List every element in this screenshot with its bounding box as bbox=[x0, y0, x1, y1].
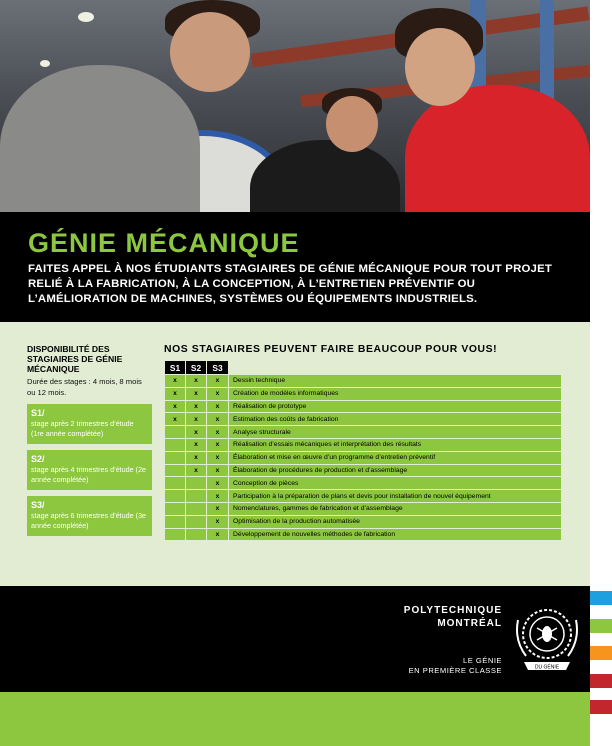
photo-light bbox=[78, 12, 94, 22]
tagline bbox=[409, 656, 502, 676]
task-label: Création de modèles informatiques bbox=[229, 387, 562, 400]
brand-line1: POLYTECHNIQUE bbox=[403, 605, 502, 616]
column-header-s1: S1 bbox=[165, 361, 186, 375]
footer bbox=[0, 586, 590, 692]
photo-light bbox=[40, 60, 50, 67]
cell-s3: x bbox=[207, 528, 229, 541]
task-label: Analyse structurale bbox=[229, 426, 562, 439]
cell-s3: x bbox=[207, 502, 229, 515]
table-row bbox=[165, 451, 562, 464]
cell-s2 bbox=[186, 515, 207, 528]
cell-s2 bbox=[186, 490, 207, 503]
cell-s3: x bbox=[207, 375, 229, 388]
stage-box-s3 bbox=[27, 496, 152, 536]
cell-s3: x bbox=[207, 438, 229, 451]
hero-photo bbox=[0, 0, 590, 212]
bottom-bar bbox=[0, 692, 590, 746]
cell-s1 bbox=[165, 477, 186, 490]
cell-s2 bbox=[186, 477, 207, 490]
table-row bbox=[165, 490, 562, 503]
cell-s1: x bbox=[165, 400, 186, 413]
task-label: Nomenclatures, gammes de fabrication et d’assemblage bbox=[229, 502, 562, 515]
cell-s3: x bbox=[207, 426, 229, 439]
photo-person-left bbox=[0, 65, 200, 212]
table-row bbox=[165, 528, 562, 541]
cell-s3: x bbox=[207, 464, 229, 477]
table-row bbox=[165, 502, 562, 515]
brand-line2: MONTRÉAL bbox=[437, 618, 502, 629]
task-label: Conception de pièces bbox=[229, 477, 562, 490]
cell-s1 bbox=[165, 515, 186, 528]
cell-s1: x bbox=[165, 413, 186, 426]
photo-face bbox=[326, 96, 378, 152]
task-label: Participation à la préparation de plans et devis pour installation de nouvel équipement bbox=[229, 490, 562, 503]
table-row bbox=[165, 387, 562, 400]
cell-s1 bbox=[165, 426, 186, 439]
stage-desc: stage après 2 trimestres d’étude (1re année complétée) bbox=[31, 419, 134, 438]
table-row bbox=[165, 464, 562, 477]
page-title: GÉNIE MÉCANIQUE bbox=[28, 228, 300, 258]
cell-s1: x bbox=[165, 387, 186, 400]
color-tab-red bbox=[590, 674, 612, 688]
task-label: Réalisation de prototype bbox=[229, 400, 562, 413]
table-row bbox=[165, 413, 562, 426]
photo-person-center bbox=[250, 140, 400, 212]
table-row bbox=[165, 426, 562, 439]
cell-s1 bbox=[165, 502, 186, 515]
table-row bbox=[165, 438, 562, 451]
cell-s3: x bbox=[207, 387, 229, 400]
stage-desc: stage après 6 trimestres d’étude (3e année complétée) bbox=[31, 511, 147, 530]
task-label: Optimisation de la production automatisée bbox=[229, 515, 562, 528]
tasks-table bbox=[164, 360, 562, 541]
content-area bbox=[0, 322, 590, 586]
cell-s2 bbox=[186, 502, 207, 515]
column-header-task bbox=[229, 361, 562, 375]
tasks-table-body bbox=[165, 375, 562, 541]
cell-s3: x bbox=[207, 490, 229, 503]
cell-s2: x bbox=[186, 413, 207, 426]
duration-text: Durée des stages : 4 mois, 8 mois ou 12 mois. bbox=[27, 377, 142, 397]
cell-s2: x bbox=[186, 387, 207, 400]
photo-face bbox=[405, 28, 475, 106]
title-band bbox=[0, 212, 590, 322]
column-header-s2: S2 bbox=[186, 361, 207, 375]
task-label: Élaboration de procédures de production et d’assemblage bbox=[229, 464, 562, 477]
stage-code: S1/ bbox=[31, 408, 45, 418]
cell-s3: x bbox=[207, 477, 229, 490]
polytechnique-seal-icon bbox=[510, 600, 584, 674]
availability-heading: DISPONIBILITÉ DES STAGIAIRES DE GÉNIE MÉCANIQUE bbox=[27, 344, 123, 374]
cell-s3: x bbox=[207, 451, 229, 464]
availability-panel bbox=[27, 344, 152, 536]
cell-s2: x bbox=[186, 451, 207, 464]
stage-box-s1 bbox=[27, 404, 152, 444]
color-tab-orange bbox=[590, 646, 612, 660]
cell-s3: x bbox=[207, 413, 229, 426]
tasks-table-header bbox=[165, 361, 562, 375]
color-tab-blue bbox=[590, 591, 612, 605]
cell-s2: x bbox=[186, 400, 207, 413]
task-label: Élaboration et mise en œuvre d’un programme d’entretien préventif bbox=[229, 451, 562, 464]
cell-s1 bbox=[165, 490, 186, 503]
intro-text: FAITES APPEL À NOS ÉTUDIANTS STAGIAIRES DE GÉNIE MÉCANIQUE POUR TOUT PROJET RELIÉ À LA FABRICATION, À LA CONCEPTION, À L’ENTRETIEN PRÉVENTIF OU L’AMÉLIORATION DE MACHINES, SYSTÈMES OU ÉQUIPEMENTS INDUSTRIELS. bbox=[28, 263, 553, 305]
brand-name bbox=[404, 604, 502, 630]
task-label: Estimation des coûts de fabrication bbox=[229, 413, 562, 426]
cell-s1 bbox=[165, 438, 186, 451]
cell-s2: x bbox=[186, 375, 207, 388]
task-label: Réalisation d’essais mécaniques et interprétation des résultats bbox=[229, 438, 562, 451]
cell-s3: x bbox=[207, 515, 229, 528]
tasks-panel bbox=[164, 344, 562, 541]
stage-code: S2/ bbox=[31, 454, 45, 464]
cell-s2: x bbox=[186, 438, 207, 451]
cell-s2 bbox=[186, 528, 207, 541]
cell-s1 bbox=[165, 528, 186, 541]
cell-s3: x bbox=[207, 400, 229, 413]
cell-s1 bbox=[165, 464, 186, 477]
tasks-heading: NOS STAGIAIRES PEUVENT FAIRE BEAUCOUP POUR VOUS! bbox=[164, 344, 498, 355]
table-row bbox=[165, 477, 562, 490]
color-tab-green bbox=[590, 619, 612, 633]
color-tab-red-2 bbox=[590, 700, 612, 714]
table-row bbox=[165, 375, 562, 388]
photo-face bbox=[170, 12, 250, 92]
cell-s2: x bbox=[186, 464, 207, 477]
seal-text: DU GÉNIE bbox=[534, 664, 560, 671]
cell-s1 bbox=[165, 451, 186, 464]
table-row bbox=[165, 515, 562, 528]
table-row bbox=[165, 400, 562, 413]
stage-box-s2 bbox=[27, 450, 152, 490]
tagline-line2: EN PREMIÈRE CLASSE bbox=[408, 666, 502, 675]
stage-desc: stage après 4 trimestres d’étude (2e année complétée) bbox=[31, 465, 147, 484]
column-header-s3: S3 bbox=[207, 361, 229, 375]
cell-s1: x bbox=[165, 375, 186, 388]
stage-code: S3/ bbox=[31, 500, 45, 510]
tagline-line1: LE GÉNIE bbox=[462, 656, 502, 665]
task-label: Dessin technique bbox=[229, 375, 562, 388]
cell-s2: x bbox=[186, 426, 207, 439]
task-label: Développement de nouvelles méthodes de fabrication bbox=[229, 528, 562, 541]
